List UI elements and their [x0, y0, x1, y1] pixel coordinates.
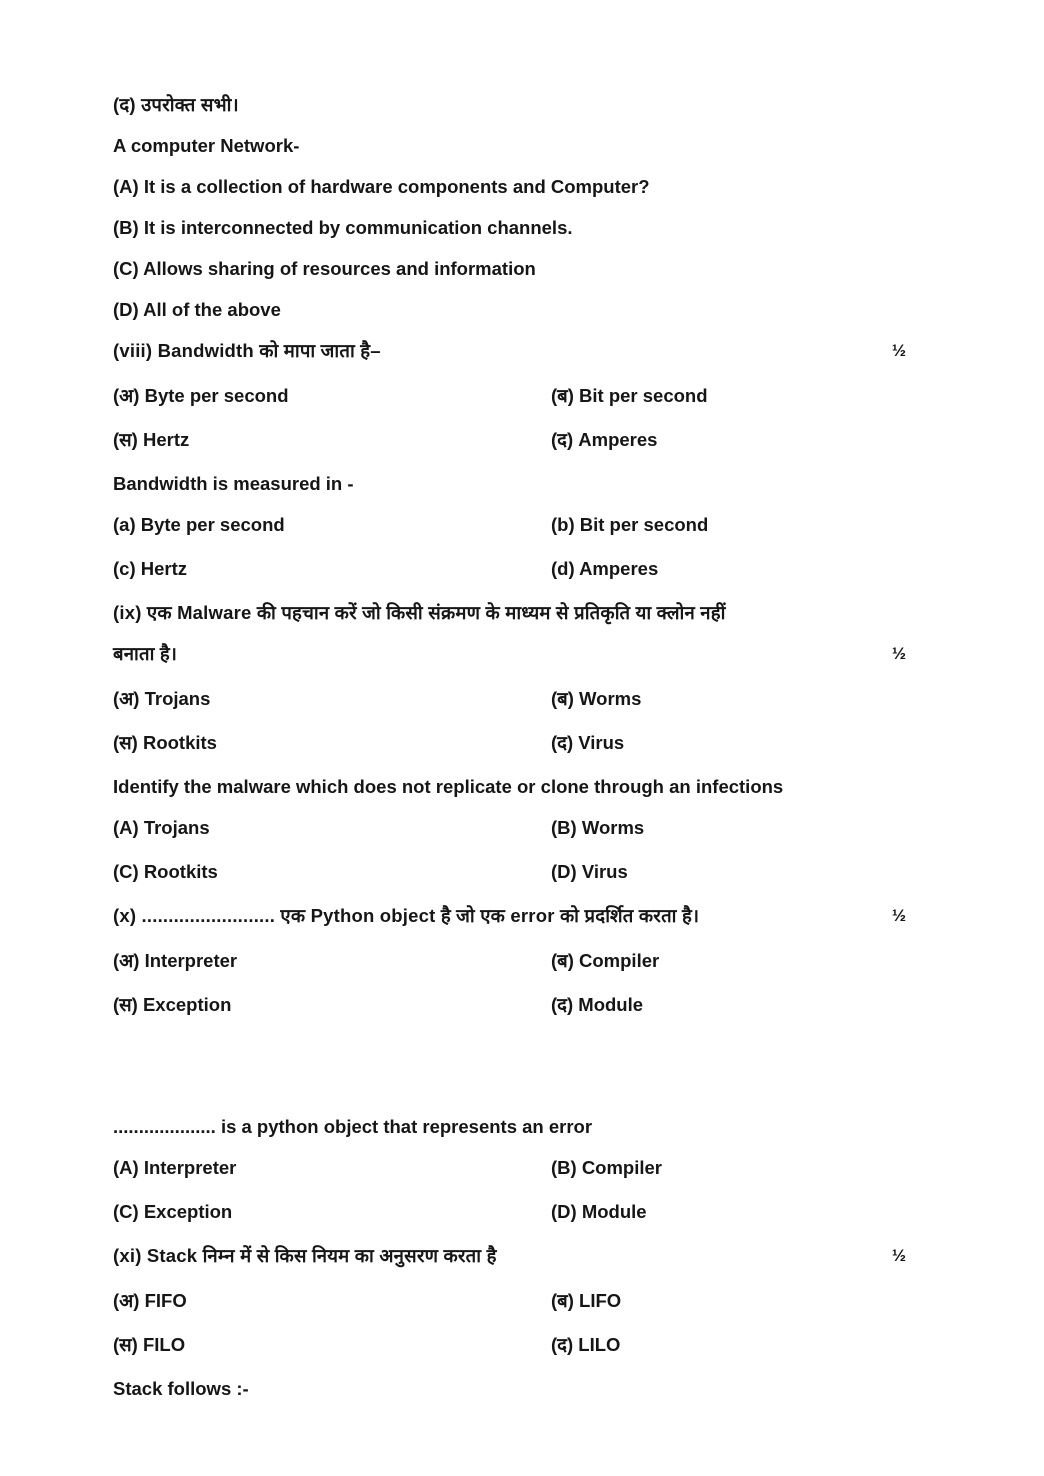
question-x-stem-english: .................... is a python object that represents an error — [113, 1116, 593, 1137]
question-ix-option-d-hindi: (द) Virus — [551, 732, 625, 753]
question-x-stem-hindi: (x) ......................... एक Python object है जो एक error को प्रदर्शित करता है। — [113, 905, 700, 926]
question-ix-option-a-hindi: (अ) Trojans — [113, 688, 211, 709]
question-xi-marks: ½ — [891, 1246, 906, 1265]
question-vii-option-d-english: (D) All of the above — [113, 299, 281, 320]
question-vii-option-c-english: (C) Allows sharing of resources and information — [113, 258, 536, 279]
question-ix-stem-row2 — [113, 641, 934, 667]
question-ix-options-english-row2 — [113, 859, 934, 885]
question-x-options-english-row1 — [113, 1155, 934, 1181]
question-vii-option-a-english: (A) It is a collection of hardware components and Computer? — [113, 176, 650, 197]
question-ix-stem-hindi-line1: (ix) एक Malware की पहचान करें जो किसी संक्रमण के माध्यम से प्रतिकृति या क्लोन नहीं — [113, 602, 726, 623]
question-ix-marks: ½ — [891, 644, 906, 663]
question-x-options-hindi-row1 — [113, 948, 934, 974]
question-x-option-d-hindi: (द) Module — [551, 994, 644, 1015]
question-viii-option-a-english: (a) Byte per second — [113, 514, 285, 535]
question-xi-stem-row — [113, 1243, 934, 1269]
question-x-option-a-hindi: (अ) Interpreter — [113, 950, 238, 971]
blank-gap — [113, 1036, 934, 1114]
question-ix-stem-english: Identify the malware which does not replicate or clone through an infections — [113, 776, 784, 797]
question-x-options-hindi-row2 — [113, 992, 934, 1018]
question-xi-option-b-hindi: (ब) LIFO — [551, 1290, 622, 1311]
question-viii-stem-english: Bandwidth is measured in - — [113, 473, 354, 494]
question-xi-option-c-hindi: (स) FILO — [113, 1334, 186, 1355]
question-viii-option-b-english: (b) Bit per second — [551, 514, 709, 535]
question-viii-option-d-english: (d) Amperes — [551, 558, 659, 579]
question-viii-options-hindi-row2 — [113, 427, 934, 453]
question-xi-options-hindi-row1 — [113, 1288, 934, 1314]
question-vii-option-b-english: (B) It is interconnected by communication channels. — [113, 217, 573, 238]
question-viii-stem-row — [113, 338, 934, 364]
question-xi-options-hindi-row2 — [113, 1332, 934, 1358]
question-ix-option-b-hindi: (ब) Worms — [551, 688, 642, 709]
question-ix-option-b-english: (B) Worms — [551, 817, 645, 838]
question-ix-option-c-hindi: (स) Rootkits — [113, 732, 217, 753]
question-x-option-c-hindi: (स) Exception — [113, 994, 232, 1015]
question-x-marks: ½ — [891, 906, 906, 925]
question-ix-options-english-row1 — [113, 815, 934, 841]
question-ix-option-c-english: (C) Rootkits — [113, 861, 218, 882]
question-x-option-c-english: (C) Exception — [113, 1201, 233, 1222]
question-x-option-d-english: (D) Module — [551, 1201, 647, 1222]
question-x-options-english-row2 — [113, 1199, 934, 1225]
prev-question-option-d-hindi: (द) उपरोक्त सभी। — [113, 94, 239, 115]
question-x-option-b-hindi: (ब) Compiler — [551, 950, 660, 971]
question-viii-options-english-row2 — [113, 556, 934, 582]
question-ix-option-d-english: (D) Virus — [551, 861, 628, 882]
question-xi-stem-english: Stack follows :- — [113, 1378, 249, 1399]
question-vii-stem-english: A computer Network- — [113, 135, 300, 156]
question-viii-marks: ½ — [891, 341, 906, 360]
question-xi-option-a-hindi: (अ) FIFO — [113, 1290, 187, 1311]
question-x-stem-row — [113, 903, 934, 929]
question-viii-option-c-english: (c) Hertz — [113, 558, 188, 579]
question-xi-option-d-hindi: (द) LILO — [551, 1334, 621, 1355]
question-ix-options-hindi-row2 — [113, 730, 934, 756]
question-viii-option-b-hindi: (ब) Bit per second — [551, 385, 708, 406]
question-ix-stem-hindi-line2: बनाता है। — [113, 643, 178, 664]
question-ix-options-hindi-row1 — [113, 686, 934, 712]
question-x-option-b-english: (B) Compiler — [551, 1157, 662, 1178]
question-viii-options-hindi-row1 — [113, 383, 934, 409]
question-viii-options-english-row1 — [113, 512, 934, 538]
question-viii-stem-hindi: (viii) Bandwidth को मापा जाता है– — [113, 340, 381, 361]
question-xi-stem-hindi: (xi) Stack निम्न में से किस नियम का अनुसरण करता है — [113, 1245, 497, 1266]
question-viii-option-d-hindi: (द) Amperes — [551, 429, 658, 450]
question-viii-option-c-hindi: (स) Hertz — [113, 429, 190, 450]
question-viii-option-a-hindi: (अ) Byte per second — [113, 385, 289, 406]
question-ix-option-a-english: (A) Trojans — [113, 817, 210, 838]
question-x-option-a-english: (A) Interpreter — [113, 1157, 237, 1178]
